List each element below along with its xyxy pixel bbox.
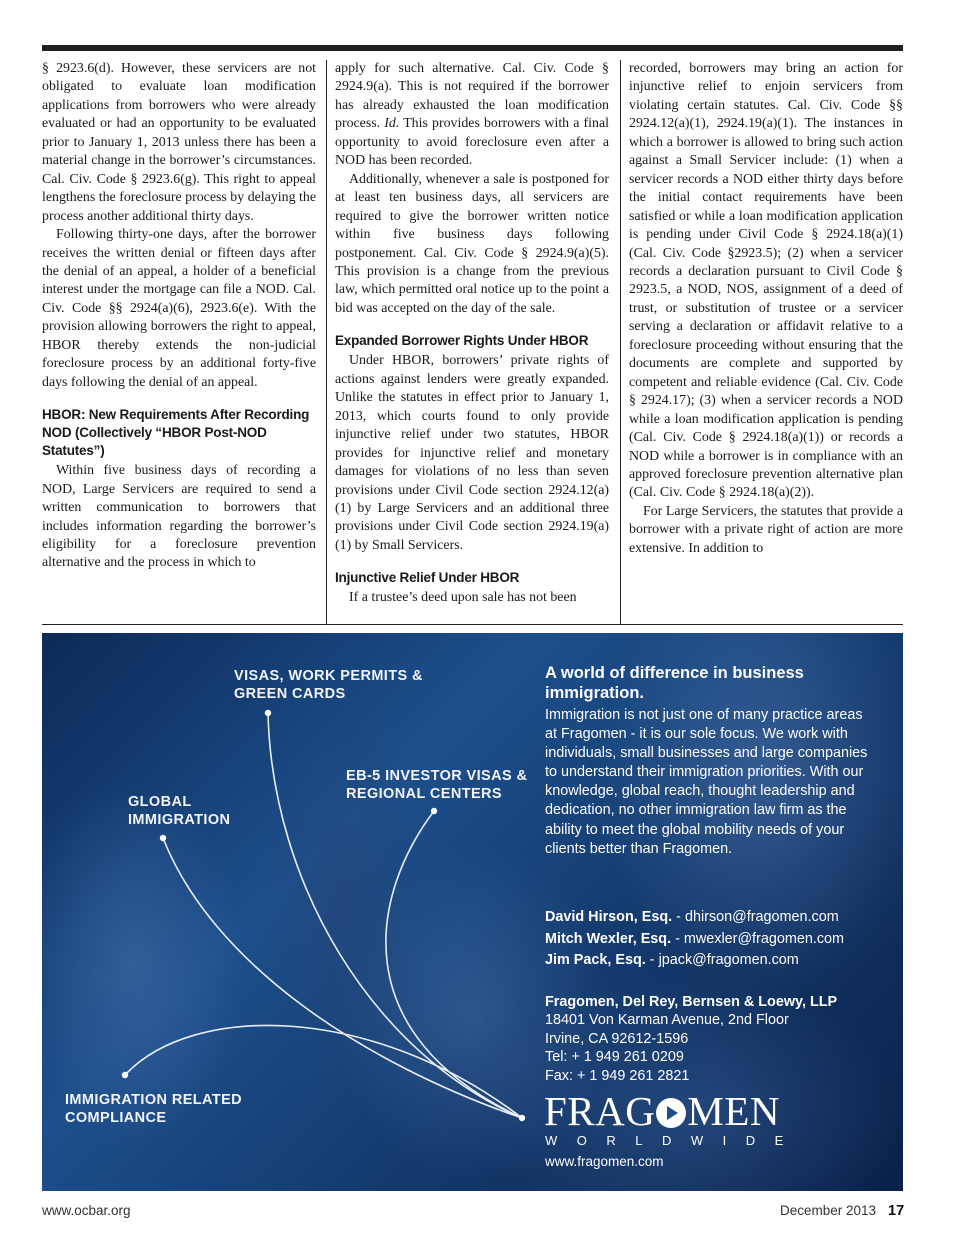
contact-line	[545, 929, 885, 951]
column-divider	[326, 60, 327, 624]
section-heading: Injunctive Relief Under HBOR	[335, 570, 520, 586]
firm-address-block	[545, 993, 875, 1085]
firm-address-line-1: 18401 Von Karman Avenue, 2nd Floor	[545, 1012, 789, 1029]
logo-worldwide: WORLDWIDE	[545, 1133, 803, 1148]
top-rule	[42, 45, 903, 51]
firm-telephone: Tel: + 1 949 261 0209	[545, 1049, 684, 1066]
contact-line	[545, 950, 885, 972]
firm-name: Fragomen, Del Rey, Bernsen & Loewy, LLP	[545, 994, 838, 1010]
logo-text: MEN	[687, 1088, 780, 1134]
paragraph-text: This provides borrowers with a final opportunity to avoid foreclosure even after a NOD has been recorded.	[335, 116, 609, 169]
contact-name: Mitch Wexler, Esq.	[545, 930, 672, 947]
column-bottom-rule	[42, 624, 903, 625]
paragraph: Following thirty-one days, after the borrower receives the written denial or fifteen days after the denial of an appeal, a holder of a beneficial interest under the mortgage can file a NOD. Cal. Civ. Code §§ 2924(a)(6), 2923.6(e). With the provision allowing borrowers the right to appeal, HBOR thereby extends the non-judicial foreclosure process by an additional forty-five days following the denial of an appeal.	[42, 227, 316, 390]
paragraph: § 2923.6(d). However, these servicers are not obligated to evaluate loan modification applications from borrowers who were already evaluated or had an opportunity to be evaluated prior to January 1, 2013 unless there has been a material change in the borrower’s circumstances. Cal. Civ. Code § 2923.6(g). This right to appeal lengthens the foreclosure process by delaying the process another additional thirty days.	[42, 61, 316, 224]
section-heading: HBOR: New Requirements After Recording NOD (Collectively “HBOR Post-NOD Statutes”)	[42, 407, 310, 459]
dot-eb5	[431, 808, 437, 814]
firm-fax: Fax: + 1 949 261 2821	[545, 1067, 690, 1084]
article-column-1	[42, 60, 316, 573]
page-number: 17	[888, 1203, 905, 1219]
firm-address-line-2: Irvine, CA 92612-1596	[545, 1030, 689, 1047]
paragraph: If a trustee’s deed upon sale has not been	[349, 590, 577, 606]
article-column-2	[335, 60, 609, 608]
fragomen-logo	[544, 1089, 780, 1133]
play-icon	[656, 1098, 686, 1128]
paragraph: Within five business days of recording a NOD, Large Servicers are required to send a written communication to borrowers that includes information regarding the borrower’s eligibility for a foreclosure prevention alternative and the process in which to	[42, 463, 316, 571]
contact-name: David Hirson, Esq.	[545, 909, 673, 925]
footer-issue-date: December 2013	[780, 1203, 877, 1218]
footer-website[interactable]: www.ocbar.org	[42, 1203, 131, 1218]
paragraph: recorded, borrowers may bring an action for injunctive relief to enjoin servicers from violating certain statutes. Cal. Civ. Code §§ 2924.12(a)(1), 2924.19(a)(1). The instances in which a borrower is allowed to bring such action against a Small Servicer include: (1) when a servicer records a NOD either thirty days before the initial contact requirements have been satisfied or while a loan modification application is pending under Civil Code § 2924.18(a)(1) (Cal. Civ. Code §2923.5); (2) when a servicer records a declaration pursuant to Civil Code § 2923.5, a NOD, NOS, assignment of a deed of trust, or substitution of trustee or a servicer serving a declaration or affidavit relative to a foreclosure proceeding without ensuring that the documents are complete and supported by competent and reliable evidence (Cal. Civ. Code § 2924.17); (3) when a servicer records a NOD while a loan modification application is pending (Cal. Civ. Code § 2924.18(a)(1)) or records a NOD while a borrower is in compliance with an approved foreclosure prevention alternative plan (Cal. Civ. Code § 2924.18(a)(2)).	[629, 61, 903, 501]
label-compliance: IMMIGRATION RELATED COMPLIANCE	[65, 1092, 243, 1126]
label-global-immigration: GLOBAL IMMIGRATION	[128, 794, 231, 828]
contact-email[interactable]: - dhirson@fragomen.com	[672, 909, 839, 925]
label-eb5: EB-5 INVESTOR VISAS & REGIONAL CENTERS	[346, 768, 528, 802]
dot-global	[160, 835, 166, 841]
fragomen-advertisement[interactable]	[42, 633, 903, 1191]
citation-id: Id.	[384, 116, 400, 132]
ad-contacts	[545, 907, 885, 972]
contact-email[interactable]: - jpack@fragomen.com	[645, 952, 799, 968]
ad-headline: A world of difference in business immigration.	[545, 664, 804, 702]
curve-eb5	[386, 811, 522, 1118]
column-divider	[620, 60, 621, 624]
dot-compliance	[122, 1072, 128, 1078]
label-visas: VISAS, WORK PERMITS & GREEN CARDS	[234, 668, 423, 702]
section-heading: Expanded Borrower Rights Under HBOR	[335, 333, 589, 349]
dot-visas	[265, 710, 271, 716]
contact-email[interactable]: - mwexler@fragomen.com	[671, 930, 845, 947]
contact-name: Jim Pack, Esq.	[545, 952, 646, 968]
ad-website-link[interactable]: www.fragomen.com	[545, 1154, 664, 1169]
curve-global	[163, 838, 522, 1118]
dot-hub	[519, 1115, 525, 1121]
article-column-3	[629, 60, 903, 558]
paragraph-text: apply for such alternative. Cal. Civ. Code § 2924.9(a). This is not required if the borrower has already exhausted the loan modification process.	[335, 61, 609, 132]
article-columns	[42, 60, 903, 624]
ad-body-text: Immigration is not just one of many practice areas at Fragomen - it is our sole focus. We work with individuals, small businesses and large companies to understand their immigration priorities. With our knowledge, global reach, thought leadership and dedication, no other immigration law firm as the ability to meet the global mobility needs of your clients better than Fragomen.	[545, 707, 868, 857]
contact-line	[545, 907, 885, 929]
logo-text: FRAG	[544, 1088, 656, 1134]
paragraph: For Large Servicers, the statutes that provide a borrower with a private right of action are more extensive. In addition to	[629, 503, 903, 556]
paragraph	[335, 60, 609, 171]
paragraph: Under HBOR, borrowers’ private rights of actions against lenders were greatly expanded. Unlike the statutes in effect prior to January 1, 2013, which courts found to only provide injunctive relief under two statutes, HBOR provides for injunctive relief and monetary damages for violations of no less than seven provisions under Civil Code section 2924.12(a)(1) by Large Servicers and an additional three provisions under Civil Code section 2924.19(a)(1) by Small Servicers.	[335, 353, 609, 553]
paragraph: Additionally, whenever a sale is postponed for at least ten business days, all servicers are required to give the borrower written notice within five business days following postponement. Cal. Civ. Code § 2924.9(a)(5). This provision is a change from the previous law, which permitted oral notice up to the point a bid was accepted on the day of the sale.	[335, 171, 609, 316]
